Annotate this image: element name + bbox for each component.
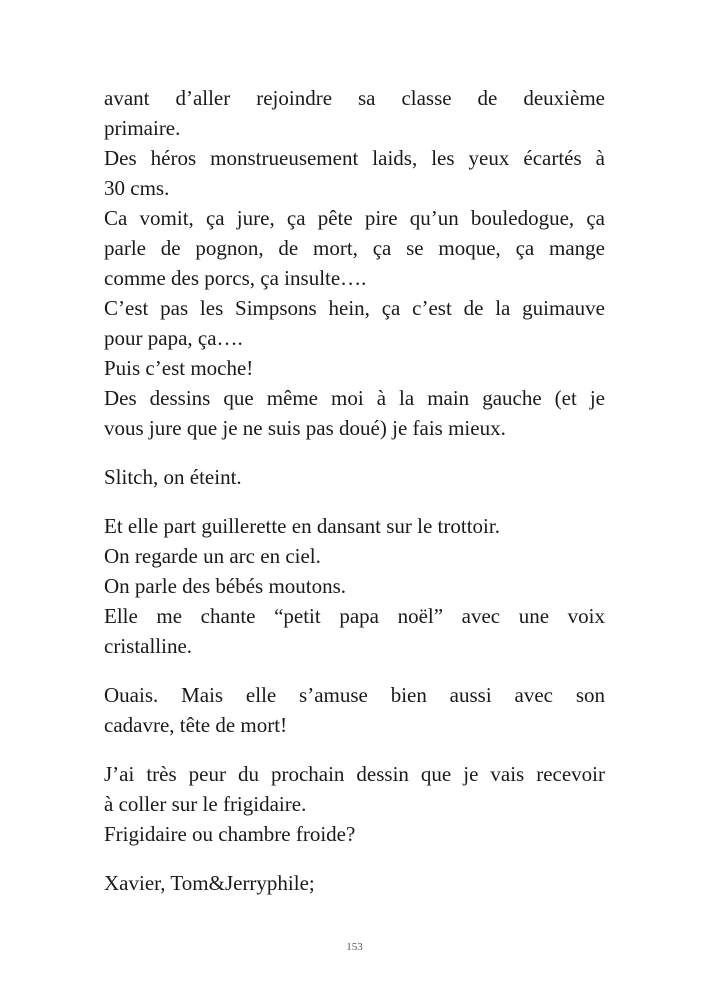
text-line: Ouais. Mais elle s’amuse bien aussi avec son [104,683,605,707]
text-line: parle de pognon, de mort, ça se moque, ça mange [104,236,605,260]
signature-line: Xavier, Tom&Jerryphile; [104,871,315,895]
signature-paragraph [104,868,605,898]
paragraph-5 [104,759,605,849]
text-line: Puis c’est moche! [104,356,254,380]
text-line: primaire. [104,116,181,140]
text-line: On regarde un arc en ciel. [104,544,321,568]
text-line: Slitch, on éteint. [104,465,242,489]
text-line: 30 cms. [104,176,170,200]
text-line: On parle des bébés moutons. [104,574,347,598]
page-number: 153 [346,941,363,953]
text-line: Et elle part guillerette en dansant sur le trottoir. [104,514,500,538]
text-line: pour papa, ça…. [104,326,243,350]
text-line: vous jure que je ne suis pas doué) je fais mieux. [104,416,506,440]
text-line: cristalline. [104,634,193,658]
paragraph-1 [104,83,605,443]
paragraph-2 [104,462,605,492]
page-body [104,83,605,917]
text-line: à coller sur le frigidaire. [104,792,307,816]
text-line: comme des porcs, ça insulte…. [104,266,367,290]
text-line: Ca vomit, ça jure, ça pête pire qu’un bouledogue, ça [104,206,605,230]
text-line: J’ai très peur du prochain dessin que je vais recevoir [104,762,605,786]
text-line: Frigidaire ou chambre froide? [104,822,356,846]
text-line: Des héros monstrueusement laids, les yeux écartés à [104,146,605,170]
paragraph-3 [104,511,605,661]
text-line: C’est pas les Simpsons hein, ça c’est de la guimauve [104,296,605,320]
text-line: cadavre, tête de mort! [104,713,288,737]
paragraph-4 [104,680,605,740]
text-line: Elle me chante “petit papa noël” avec une voix [104,604,605,628]
text-line: Des dessins que même moi à la main gauche (et je [104,386,605,410]
text-line: avant d’aller rejoindre sa classe de deuxième [104,86,605,110]
